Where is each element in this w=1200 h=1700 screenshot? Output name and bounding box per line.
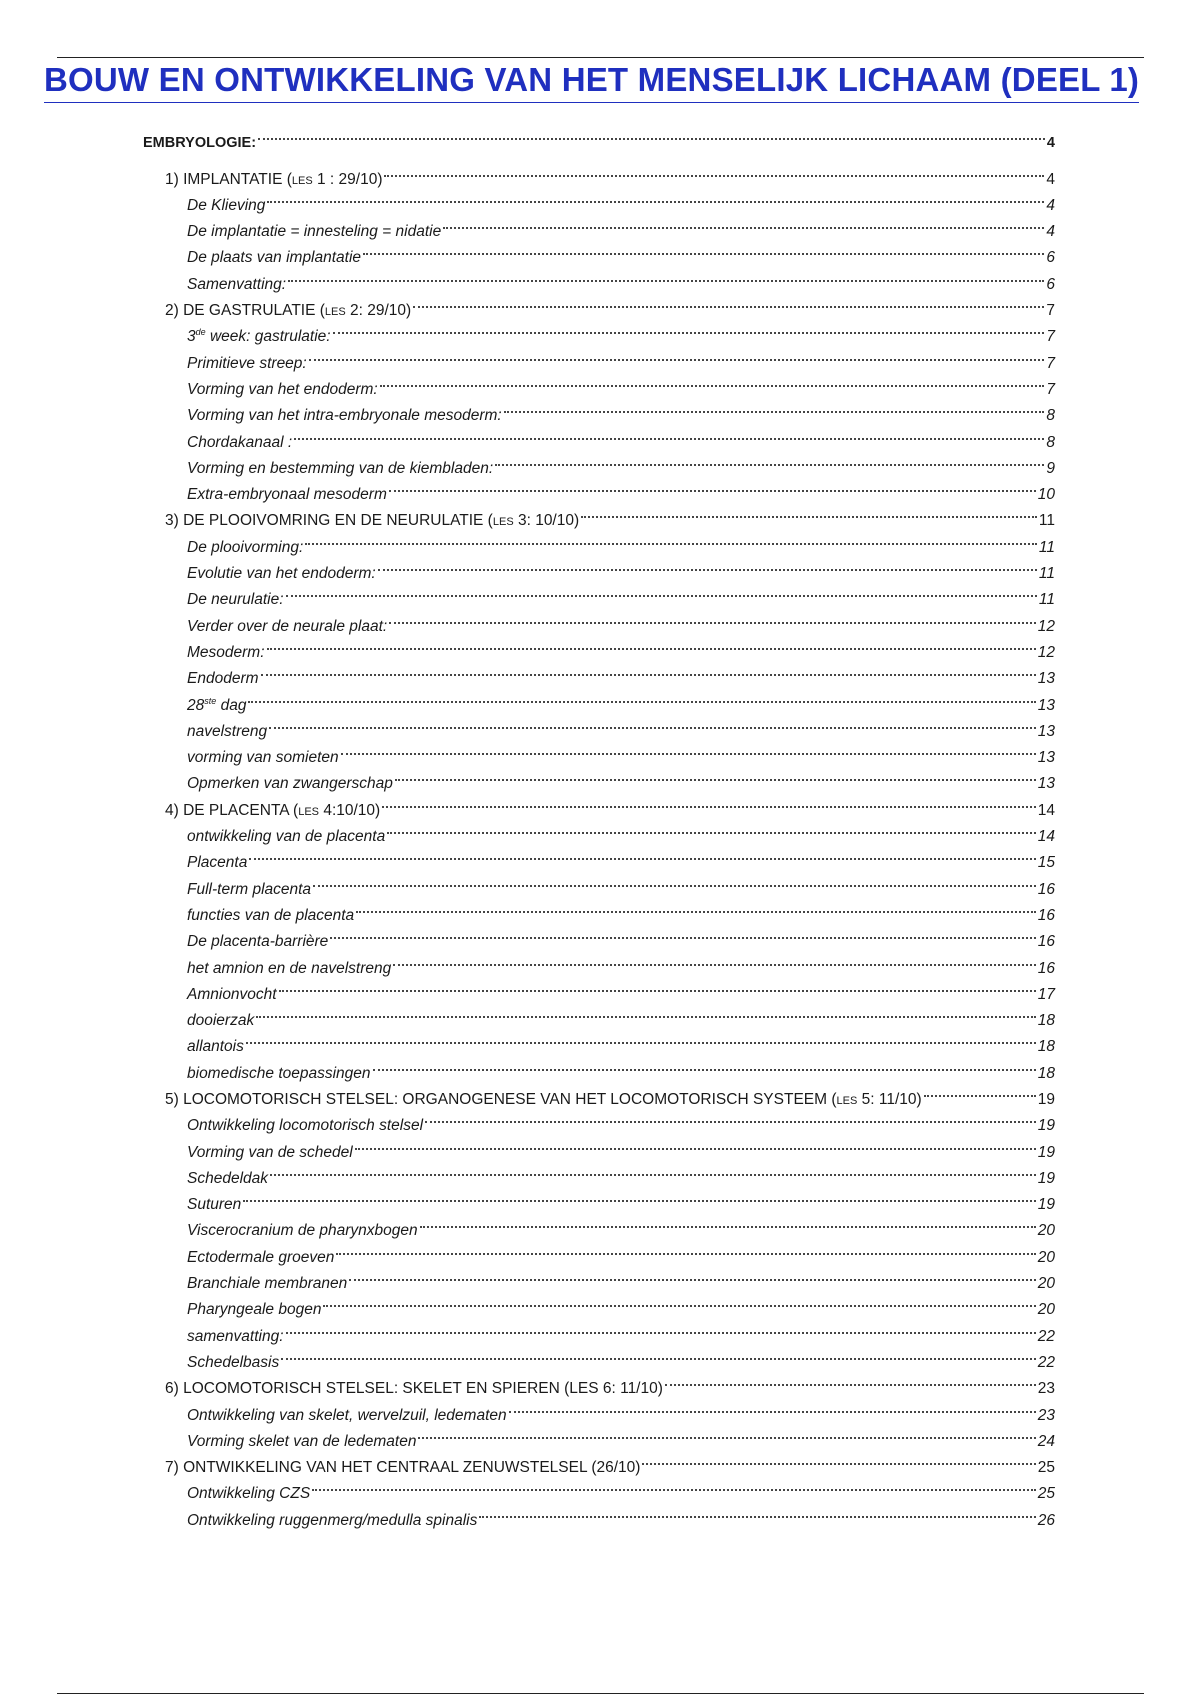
- toc-section-link[interactable]: [187, 210, 1055, 241]
- toc-entry-title: biomedische toepassingen: [187, 1064, 371, 1082]
- toc-section-link[interactable]: [187, 578, 1055, 609]
- toc-entry-superscript: de: [195, 327, 206, 338]
- toc-entry-title-rest: 5: 11/10): [857, 1090, 922, 1108]
- toc-entry-les-label: LES: [836, 1094, 858, 1107]
- toc-entry-label: [187, 1192, 241, 1218]
- toc-dot-leader: [355, 1130, 1036, 1156]
- toc-entry-title: Opmerken van zwangerschap: [187, 775, 393, 793]
- toc-section-link[interactable]: [187, 1025, 1055, 1056]
- toc-entry-title: dooierzak: [187, 1012, 255, 1030]
- toc-entry-les-label: LES: [492, 516, 514, 529]
- toc-dot-leader: [389, 604, 1036, 630]
- toc-page-number: 7: [1046, 302, 1055, 320]
- toc-page-number: 18: [1037, 1064, 1055, 1082]
- toc-dot-leader: [286, 578, 1037, 604]
- toc-dot-leader: [248, 683, 1035, 709]
- toc-entry-label: [187, 482, 387, 508]
- toc-page-number: 19: [1037, 1143, 1055, 1161]
- toc-section-link[interactable]: [187, 1209, 1055, 1240]
- toc-dot-leader: [504, 394, 1045, 420]
- toc-section-link[interactable]: [187, 1472, 1055, 1503]
- table-of-contents: [0, 121, 1200, 1529]
- toc-entry-title: vorming van somieten: [187, 749, 339, 767]
- toc-page-number: 13: [1037, 722, 1055, 740]
- toc-entry-title: Viscerocranium de pharynxbogen: [187, 1222, 418, 1240]
- toc-dot-leader: [305, 525, 1037, 551]
- toc-entry-title: Schedelbasis: [187, 1353, 280, 1371]
- toc-dot-leader: [261, 657, 1036, 683]
- toc-entry-title: Placenta: [187, 854, 248, 872]
- toc-dot-leader: [256, 999, 1036, 1025]
- toc-dot-leader: [384, 157, 1044, 183]
- toc-page-number: 6: [1046, 249, 1055, 267]
- toc-section-link[interactable]: [187, 341, 1055, 372]
- toc-entry-title: Amnionvocht: [187, 985, 277, 1003]
- toc-entry-title-rest: 1 : 29/10): [312, 170, 383, 188]
- toc-dot-leader: [281, 1341, 1036, 1367]
- toc-section-link[interactable]: [187, 657, 1055, 688]
- toc-entry-title: navelstreng: [187, 722, 268, 740]
- toc-page-number: 10: [1037, 486, 1055, 504]
- toc-entry-title: De neurulatie:: [187, 591, 284, 609]
- toc-dot-leader: [341, 736, 1036, 762]
- toc-entry-title-rest: 3: 10/10): [513, 512, 580, 530]
- toc-section-link[interactable]: [187, 262, 1055, 293]
- toc-page-number: 15: [1037, 854, 1055, 872]
- toc-dot-leader: [389, 473, 1036, 499]
- toc-entry-label: [187, 193, 265, 219]
- toc-dot-leader: [420, 1209, 1036, 1235]
- toc-dot-leader: [323, 1288, 1035, 1314]
- toc-entry-title: 28: [187, 696, 205, 714]
- toc-page-number: 26: [1037, 1511, 1055, 1529]
- toc-entry-title: 1) IMPLANTATIE (: [165, 170, 292, 188]
- toc-page-number: 20: [1037, 1248, 1055, 1266]
- toc-dot-leader: [418, 1420, 1035, 1446]
- toc-page-number: 25: [1037, 1459, 1055, 1477]
- toc-page-number: 18: [1037, 1038, 1055, 1056]
- toc-section-link[interactable]: [187, 368, 1055, 398]
- toc-entry-title: Extra-embryonaal mesoderm: [187, 486, 387, 504]
- toc-entry-title-rest: 2: 29/10): [345, 302, 412, 320]
- toc-entry-label: [187, 535, 303, 561]
- toc-entry-title: Chordakanaal :: [187, 433, 293, 451]
- toc-dot-leader: [413, 289, 1044, 315]
- toc-entry-title: Mesoderm:: [187, 643, 265, 661]
- toc-entry-label: [187, 377, 378, 403]
- toc-section-link[interactable]: [187, 894, 1055, 924]
- toc-entry-title: De plaats van implantatie: [187, 249, 362, 267]
- toc-entry-title: allantois: [187, 1038, 244, 1056]
- toc-section-link[interactable]: [187, 1498, 1055, 1529]
- toc-page-number: 7: [1046, 328, 1055, 346]
- toc-entry-label: [143, 130, 256, 156]
- toc-page-number: 19: [1037, 1090, 1055, 1108]
- toc-dot-leader: [382, 788, 1036, 814]
- toc-entry-title: Branchiale membranen: [187, 1275, 348, 1293]
- toc-dot-leader: [395, 762, 1036, 788]
- toc-page-number: 16: [1037, 880, 1055, 898]
- toc-page-number: 8: [1046, 407, 1055, 425]
- toc-section-link[interactable]: [187, 999, 1055, 1030]
- toc-entry-label: [187, 351, 307, 377]
- toc-entry-label: [187, 1508, 477, 1534]
- toc-entry-title: Full-term placenta: [187, 880, 312, 898]
- toc-page-number: 7: [1046, 354, 1055, 372]
- toc-section-link[interactable]: [187, 841, 1055, 872]
- toc-entry-title: Ectodermale groeven: [187, 1248, 335, 1266]
- toc-section-link[interactable]: [187, 736, 1055, 767]
- toc-entry-title: Vorming van de schedel: [187, 1143, 353, 1161]
- toc-page-number: 8: [1046, 433, 1055, 451]
- toc-page-number: 11: [1038, 512, 1055, 530]
- toc-entry-title: De Klieving: [187, 196, 266, 214]
- toc-section-link[interactable]: [187, 420, 1055, 451]
- toc-entry-les-label: LES: [324, 306, 346, 319]
- toc-page-number: 4: [1046, 223, 1055, 241]
- toc-page-number: 23: [1037, 1406, 1055, 1424]
- toc-page-number: 22: [1037, 1353, 1055, 1371]
- toc-entry-label: [187, 877, 311, 903]
- toc-dot-leader: [286, 1314, 1036, 1340]
- toc-page-number: 17: [1037, 985, 1055, 1003]
- toc-page-number: 7: [1046, 380, 1055, 398]
- toc-entry-title: Evolutie van het endoderm:: [187, 565, 376, 583]
- toc-section-link[interactable]: [187, 1314, 1055, 1345]
- toc-dot-leader: [243, 1183, 1035, 1209]
- toc-entry-title: functies van de placenta: [187, 906, 355, 924]
- toc-entry-label: [187, 1245, 334, 1271]
- toc-page-number: 4: [1046, 170, 1055, 188]
- toc-entry-label: [187, 771, 393, 797]
- toc-part-heading[interactable]: [143, 121, 1055, 152]
- toc-entry-superscript: ste: [204, 695, 217, 706]
- toc-entry-title: 6) LOCOMOTORISCH STELSEL: SKELET EN SPIEREN (LES 6: 11/10): [165, 1380, 663, 1398]
- toc-dot-leader: [479, 1498, 1035, 1524]
- toc-entry-title: Vorming van het endoderm:: [187, 380, 378, 398]
- toc-page-number: 9: [1046, 459, 1055, 477]
- toc-entry-title: 4) DE PLACENTA (: [165, 801, 299, 819]
- toc-dot-leader: [378, 552, 1037, 578]
- bottom-rule: [57, 1693, 1144, 1694]
- toc-dot-leader: [279, 973, 1036, 999]
- toc-entry-title: 3) DE PLOOIVOMRING EN DE NEURULATIE (: [165, 512, 493, 530]
- toc-entry-label: [187, 640, 265, 666]
- toc-entry-label: [187, 1034, 244, 1060]
- toc-entry-label: [187, 430, 292, 456]
- toc-page-number: 14: [1037, 801, 1055, 819]
- toc-entry-title: 2) DE GASTRULATIE (: [165, 302, 325, 320]
- toc-entry-title: ontwikkeling van de placenta: [187, 828, 386, 846]
- toc-section-link[interactable]: [187, 552, 1055, 583]
- document-title: BOUW EN ONTWIKKELING VAN HET MENSELIJK LICHAAM (DEEL 1): [44, 58, 1139, 103]
- toc-entry-title: De implantatie = innesteling = nidatie: [187, 223, 442, 241]
- toc-dot-leader: [249, 841, 1035, 867]
- toc-dot-leader: [349, 1262, 1035, 1288]
- toc-entry-title: De plooivorming:: [187, 538, 304, 556]
- toc-page-number: 20: [1037, 1301, 1055, 1319]
- toc-dot-leader: [269, 710, 1036, 736]
- toc-page-number: 4: [1046, 135, 1055, 152]
- toc-dot-leader: [333, 315, 1045, 341]
- toc-dot-leader: [509, 1393, 1036, 1419]
- toc-entry-label: [187, 929, 328, 955]
- toc-section-link[interactable]: [187, 525, 1055, 556]
- toc-entry-label: [187, 850, 247, 876]
- toc-entry-title: Samenvatting:: [187, 275, 287, 293]
- toc-entry-title: het amnion en de navelstreng: [187, 959, 392, 977]
- toc-dot-leader: [924, 1078, 1036, 1104]
- toc-page-number: 19: [1037, 1196, 1055, 1214]
- toc-page-number: 23: [1037, 1380, 1055, 1398]
- toc-entry-les-label: LES: [298, 805, 320, 818]
- toc-page-number: 13: [1037, 696, 1055, 714]
- toc-entry-title: Ontwikkeling locomotorisch stelsel: [187, 1117, 424, 1135]
- toc-page-number: 22: [1037, 1327, 1055, 1345]
- toc-entry-label: [187, 1481, 310, 1507]
- toc-page-number: 12: [1037, 643, 1055, 661]
- toc-dot-leader: [258, 121, 1045, 147]
- toc-dot-leader: [267, 184, 1044, 210]
- toc-entry-title: samenvatting:: [187, 1327, 284, 1345]
- toc-entry-label: [187, 587, 284, 613]
- toc-entry-label: [187, 1429, 416, 1455]
- toc-dot-leader: [642, 1446, 1035, 1472]
- toc-entry-label: [187, 719, 267, 745]
- toc-page-number: 13: [1037, 775, 1055, 793]
- toc-entry-title: Primitieve streep:: [187, 354, 307, 372]
- toc-section-link[interactable]: [187, 1157, 1055, 1187]
- toc-entry-title: Vorming van het intra-embryonale mesoderm:: [187, 407, 502, 425]
- toc-entry-title: Ontwikkeling van skelet, wervelzuil, ledematen: [187, 1406, 507, 1424]
- toc-entry-label: [187, 272, 286, 298]
- toc-entry-label: [187, 745, 339, 771]
- toc-entry-title: Verder over de neurale plaat:: [187, 617, 388, 635]
- toc-page-number: 13: [1037, 749, 1055, 767]
- toc-page-number: 11: [1038, 591, 1055, 609]
- toc-section-link[interactable]: [187, 604, 1055, 635]
- toc-dot-leader: [387, 815, 1036, 841]
- toc-dot-leader: [443, 210, 1044, 236]
- toc-dot-leader: [665, 1367, 1036, 1393]
- toc-dot-leader: [312, 1472, 1036, 1498]
- toc-page-number: 11: [1038, 538, 1055, 556]
- toc-page-number: 18: [1037, 1012, 1055, 1030]
- toc-chapter-link[interactable]: [165, 1367, 1055, 1398]
- toc-section-link[interactable]: [187, 1341, 1055, 1371]
- toc-dot-leader: [313, 867, 1036, 893]
- toc-page-number: 16: [1037, 906, 1055, 924]
- toc-dot-leader: [288, 262, 1044, 288]
- toc-page-number: 19: [1037, 1169, 1055, 1187]
- toc-dot-leader: [336, 1235, 1035, 1261]
- toc-page-number: 4: [1046, 196, 1055, 214]
- toc-entry-title: Ontwikkeling ruggenmerg/medulla spinalis: [187, 1511, 478, 1529]
- toc-entry-title-rest: dag: [216, 696, 247, 714]
- toc-section-link[interactable]: [187, 1183, 1055, 1214]
- toc-entry-label: [187, 1061, 371, 1087]
- toc-section-link[interactable]: [187, 184, 1055, 214]
- toc-section-link[interactable]: [187, 710, 1055, 740]
- toc-chapter-link[interactable]: [165, 157, 1055, 188]
- toc-page-number: 16: [1037, 933, 1055, 951]
- toc-page-number: 19: [1037, 1117, 1055, 1135]
- toc-dot-leader: [270, 1157, 1036, 1183]
- toc-entry-title: Schedeldak: [187, 1169, 269, 1187]
- toc-entry-title: Vorming skelet van de ledematen: [187, 1432, 417, 1450]
- toc-page-number: 20: [1037, 1222, 1055, 1240]
- toc-entry-title: Ontwikkeling CZS: [187, 1485, 311, 1503]
- toc-dot-leader: [294, 420, 1044, 446]
- toc-entry-label: [187, 693, 246, 719]
- toc-page-number: 13: [1037, 670, 1055, 688]
- toc-entry-title: 5) LOCOMOTORISCH STELSEL: ORGANOGENESE VAN HET LOCOMOTORISCH SYSTEEM (: [165, 1090, 837, 1108]
- toc-dot-leader: [495, 447, 1044, 473]
- toc-entry-title: De placenta-barrière: [187, 933, 329, 951]
- toc-entry-title: Endoderm: [187, 670, 259, 688]
- toc-dot-leader: [425, 1104, 1036, 1130]
- toc-section-link[interactable]: [187, 973, 1055, 1003]
- toc-section-link[interactable]: [187, 683, 1055, 714]
- toc-section-link[interactable]: [187, 867, 1055, 898]
- toc-entry-label: [187, 1008, 254, 1034]
- toc-page-number: 14: [1037, 828, 1055, 846]
- toc-entry-title: Pharyngeale bogen: [187, 1301, 322, 1319]
- toc-entry-label: [187, 903, 354, 929]
- toc-dot-leader: [309, 341, 1045, 367]
- toc-dot-leader: [246, 1025, 1036, 1051]
- toc-page-number: 6: [1046, 275, 1055, 293]
- toc-entry-title: Vorming en bestemming van de kiembladen:: [187, 459, 494, 477]
- toc-dot-leader: [267, 631, 1036, 657]
- toc-dot-leader: [373, 1051, 1036, 1077]
- toc-entry-les-label: LES: [291, 174, 313, 187]
- toc-page-number: 11: [1038, 565, 1055, 583]
- toc-dot-leader: [330, 920, 1035, 946]
- toc-page-number: 12: [1037, 617, 1055, 635]
- toc-entry-title: EMBRYOLOGIE:: [143, 135, 257, 152]
- toc-dot-leader: [393, 946, 1036, 972]
- toc-page-number: 25: [1037, 1485, 1055, 1503]
- toc-dot-leader: [581, 499, 1037, 525]
- toc-entry-label: [187, 1324, 284, 1350]
- toc-page-number: 20: [1037, 1275, 1055, 1293]
- toc-section-link[interactable]: [187, 447, 1055, 477]
- toc-chapter-link[interactable]: [165, 289, 1055, 320]
- toc-page-number: 16: [1037, 959, 1055, 977]
- toc-page-number: 24: [1037, 1432, 1055, 1450]
- toc-entry-label: [165, 798, 380, 825]
- toc-dot-leader: [380, 368, 1045, 394]
- toc-entry-title: 7) ONTWIKKELING VAN HET CENTRAAL ZENUWSTELSEL (26/10): [165, 1459, 641, 1477]
- toc-dot-leader: [356, 894, 1036, 920]
- toc-entry-title: Suturen: [187, 1196, 242, 1214]
- toc-entry-title-rest: week: gastrulatie:: [205, 328, 331, 346]
- toc-section-link[interactable]: [187, 631, 1055, 661]
- toc-dot-leader: [363, 236, 1044, 262]
- toc-entry-label: [187, 1350, 279, 1376]
- toc-entry-title-rest: 4:10/10): [319, 801, 381, 819]
- toc-entry-title: 3: [187, 328, 196, 346]
- toc-section-link[interactable]: [187, 1051, 1055, 1082]
